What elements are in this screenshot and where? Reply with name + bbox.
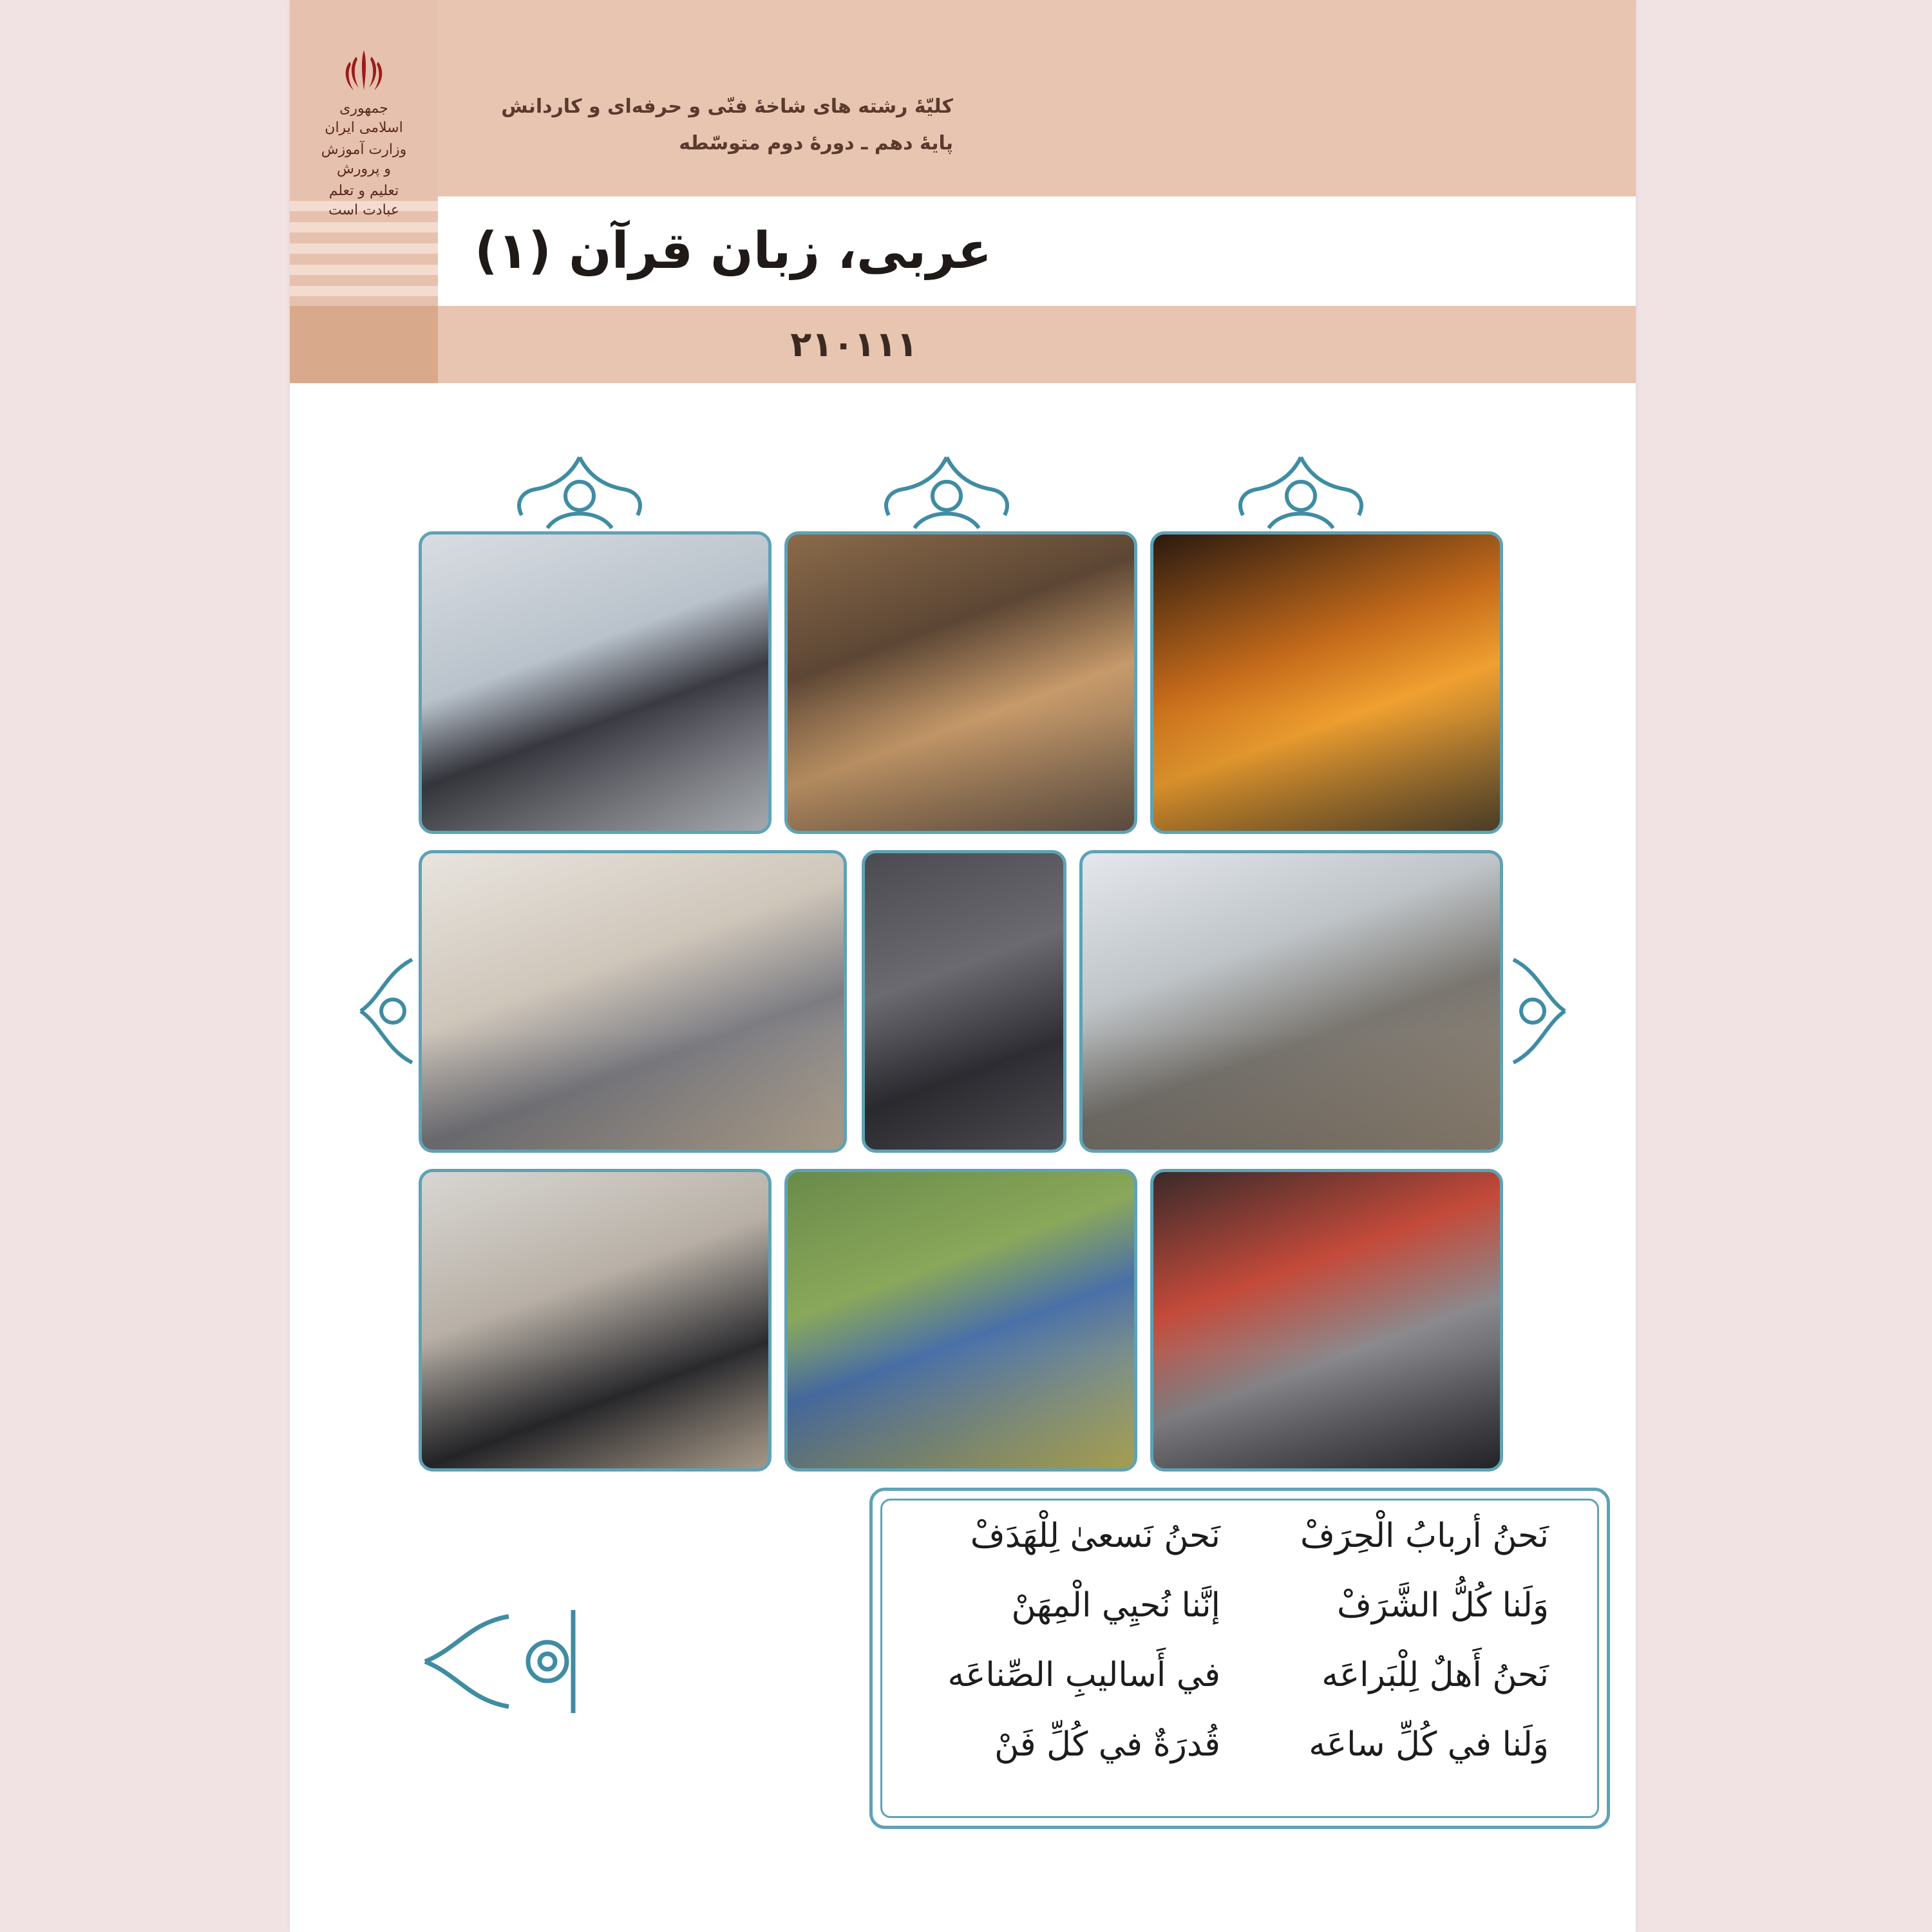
photo-flight-attendant bbox=[419, 1169, 772, 1472]
ornament-icon bbox=[876, 451, 1018, 535]
ornament-icon bbox=[509, 451, 650, 535]
photo-firefighter bbox=[1150, 531, 1503, 834]
book-code: ۲۱۰۱۱۱ bbox=[790, 324, 918, 365]
ornament-icon bbox=[1230, 451, 1372, 535]
iran-emblem bbox=[316, 45, 412, 218]
poem-left-line: قُدرَةٌ في كُلِّ فَنْ bbox=[994, 1725, 1220, 1764]
poem-right-line: نَحنُ أَهلٌ لِلْبَراعَه bbox=[1321, 1656, 1549, 1694]
photo-lab-technician bbox=[1150, 1169, 1503, 1472]
photo-pottery bbox=[419, 850, 847, 1153]
poem-right-line: وَلَنا كُلُّ الشَّرَفْ bbox=[1337, 1586, 1549, 1625]
photo-sewing-workshop bbox=[419, 531, 772, 834]
emblem-seal-line3: تعلیم و تعلم عبادت است bbox=[328, 183, 400, 218]
ornament-icon bbox=[1501, 947, 1571, 1075]
photo-tile-workers bbox=[1079, 850, 1503, 1153]
emblem-seal-line1: جمهوری اسلامی ایران bbox=[325, 100, 403, 136]
photo-car-mechanic bbox=[862, 850, 1066, 1153]
emblem-icon bbox=[338, 45, 390, 97]
subtitle-line2: پایهٔ دهم ـ دورهٔ دوم متوسّطه bbox=[679, 132, 953, 155]
emblem-column bbox=[290, 0, 438, 383]
ornament-icon bbox=[354, 947, 425, 1075]
poem-box bbox=[869, 1488, 1610, 1829]
header-band-top bbox=[290, 0, 1636, 196]
subtitle-line1: کلیّهٔ رشته های شاخهٔ فنّی و حرفه‌ای و کاردانش bbox=[501, 95, 953, 118]
book-cover bbox=[290, 0, 1636, 1932]
poem-left-line: إنَّنا نُحيِي الْمِهَنْ bbox=[1011, 1586, 1220, 1625]
book-title: عربی، زبان قرآن (۱) bbox=[475, 222, 992, 280]
poem-right-line: وَلَنا في كُلِّ ساعَه bbox=[1309, 1725, 1549, 1764]
poem-right-line: نَحنُ أربابُ الْحِرَفْ bbox=[1300, 1517, 1549, 1555]
ornament-icon bbox=[419, 1597, 592, 1726]
header-band-code bbox=[290, 306, 1636, 383]
poem-left-line: في أَساليبِ الصِّناعَه bbox=[947, 1656, 1220, 1694]
poem-left-line: نَحنُ نَسعىٰ لِلْهَدَفْ bbox=[970, 1517, 1220, 1555]
photo-wood-carving bbox=[784, 531, 1137, 834]
emblem-seal-line2: وزارت آموزش و پرورش bbox=[321, 142, 407, 177]
photo-gardener bbox=[784, 1169, 1137, 1472]
